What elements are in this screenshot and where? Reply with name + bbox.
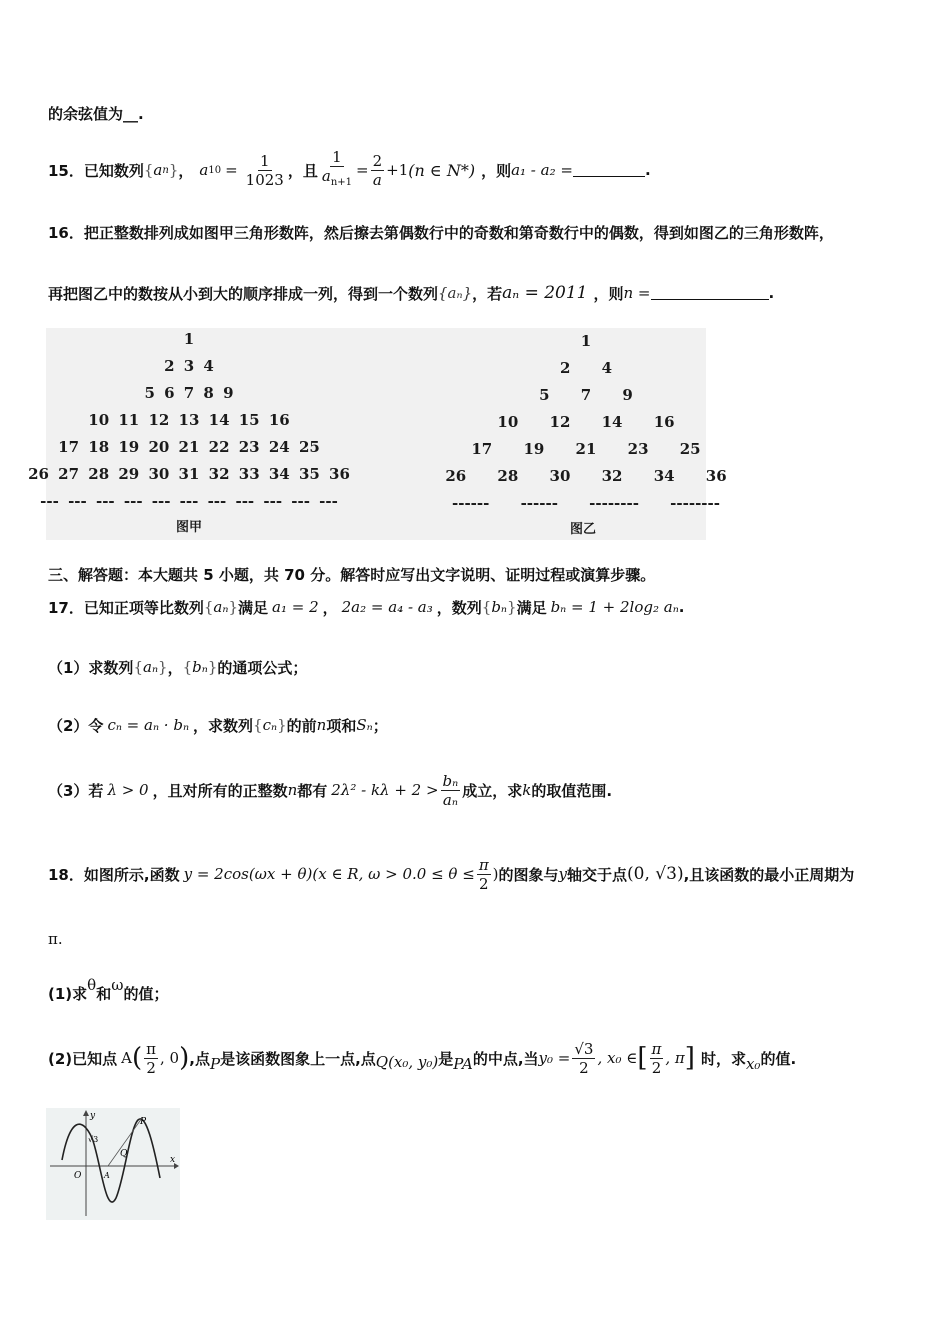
q16-condition: aₙ = 2011 (502, 283, 588, 303)
figure-yi-row-4: 10 12 14 16 (497, 413, 675, 431)
figure-yi-caption: 图乙 (570, 522, 597, 537)
figure-jia-row-2: 2 3 4 (164, 357, 214, 375)
question-18: 18．如图所示,函数 y = 2cos(ωx + θ)(x ∈ R, ω > 0.0 ≤ θ ≤ $\frac{\pi}{2}$ ) 的图象与 y 轴交于点 (0, √3) ,且该函数的最小正周期为 (48, 855, 855, 893)
figure-yi-row-7: ------ ------ -------- -------- (452, 494, 720, 512)
q16-line1: 16．把正整数排列成如图甲三角形数阵，然后擦去第偶数行中的奇数和第奇数行中的偶数，得到如图乙的三角形数阵， (48, 224, 834, 242)
graph-label-q: Q (120, 1149, 128, 1159)
q17-part2: （2）令 cₙ = aₙ · bₙ ，求数列 { cₙ } 的前 n 项和 Sₙ ； (48, 716, 388, 735)
figure-yi-row-2: 2 4 (559, 359, 613, 377)
figure-jia-row-6: 26 27 28 29 30 31 32 33 34 35 36 (28, 465, 350, 483)
q18-y0-fraction: $\frac{√3}{2}$ (574, 1039, 594, 1077)
q16-figures (28, 328, 727, 540)
q15-rec-right: $\frac{2}{a}$ (372, 151, 383, 189)
q14-tail: 的余弦值为__. (48, 105, 144, 123)
figure-jia-caption: 图甲 (176, 520, 203, 535)
figure-jia-row-3: 5 6 7 8 9 (144, 384, 234, 402)
q15-number: 15．已知数列 (48, 161, 144, 180)
q18-part1: (1)求 θ 和 ω 的值； (48, 976, 169, 1003)
q16-seq: {aₙ} (438, 284, 473, 302)
figure-yi-row-5: 17 19 21 23 25 (471, 440, 701, 458)
section3-heading: 三、解答题：本大题共 5 小题，共 70 分。解答时应写出文字说明、证明过程或演算步骤。 (48, 566, 656, 584)
q16-answer-blank (651, 287, 769, 300)
q15-seq: a (153, 161, 163, 179)
q18-point-a-x: $\frac{\pi}{2}$ (146, 1039, 157, 1077)
q16-line2: 再把图乙中的数按从小到大的顺序排成一列，得到一个数列 {aₙ} ，若 aₙ = 2011 ，则 n = . (48, 283, 775, 303)
q17-part3: （3）若 λ > 0 ，且对所有的正整数 n 都有 2λ² - kλ + 2 > $\frac{\text{bₙ}}{\text{aₙ}}$ 成立，求 k 的取值范围. (48, 771, 613, 809)
figure-jia-row-7: --- --- --- --- --- --- --- --- --- --- --- (40, 492, 338, 510)
graph-label-a: A (104, 1171, 110, 1180)
question-15: 15．已知数列 { a n } ， a 10 = $\frac{1}{1023}$ ，且 $\frac{1}{a_{n+1}}$ = $\frac{2}{a}$ +1 (n ∈ N*) ，则 a₁ - a₂ = . (48, 150, 651, 190)
q17-part1: （1）求数列 { aₙ } ， { bₙ } 的通项公式； (48, 658, 308, 677)
figure-jia-row-1: 1 (183, 330, 195, 348)
graph-label-sqrt3: √3 (88, 1135, 99, 1144)
q18-part2: (2)已知点 A ( $\frac{\pi}{2}$ , 0 ) ,点 P 是该函数图象上一点,点 Q(x₀, y₀) 是 PA 的中点,当 y₀ = $\frac{√3}{2}$ , x₀ ∈ [ $\frac{\pi}{2}$ , π ] 时，求 x₀ 的值. (48, 1039, 797, 1077)
graph-label-y: y (90, 1111, 96, 1121)
graph-label-o: O (74, 1171, 82, 1181)
figure-jia-row-5: 17 18 19 20 21 22 23 24 25 (58, 438, 320, 456)
figure-yi-row-1: 1 (580, 332, 592, 350)
figure-yi-row-3: 5 7 9 (539, 386, 633, 404)
graph-label-p: P (140, 1117, 147, 1127)
q15-answer-blank (573, 164, 645, 177)
question-17: 17．已知正项等比数列 { aₙ } 满足 a₁ = 2 ， 2a₂ = a₄ - a₃ ，数列 { bₙ } 满足 bₙ = 1 + 2log₂ aₙ . (48, 598, 685, 617)
q15-a10-fraction: $\frac{1}{1023}$ (245, 151, 284, 189)
q15-rec-left: $\frac{1}{a_{n+1}}$ (321, 148, 352, 188)
figure-jia-row-4: 10 11 12 13 14 15 16 (88, 411, 290, 429)
q17-ratio-fraction: $\frac{\text{bₙ}}{\text{aₙ}}$ (442, 771, 459, 809)
figure-yi-row-6: 26 28 30 32 34 36 (445, 467, 727, 485)
graph-label-x: x (170, 1155, 176, 1165)
q18-period: π. (48, 930, 63, 948)
q18-interval-left: $\frac{\pi}{2}$ (651, 1039, 662, 1077)
q18-function-graph (46, 1108, 180, 1220)
q18-pi-half: $\frac{\pi}{2}$ (478, 855, 489, 893)
